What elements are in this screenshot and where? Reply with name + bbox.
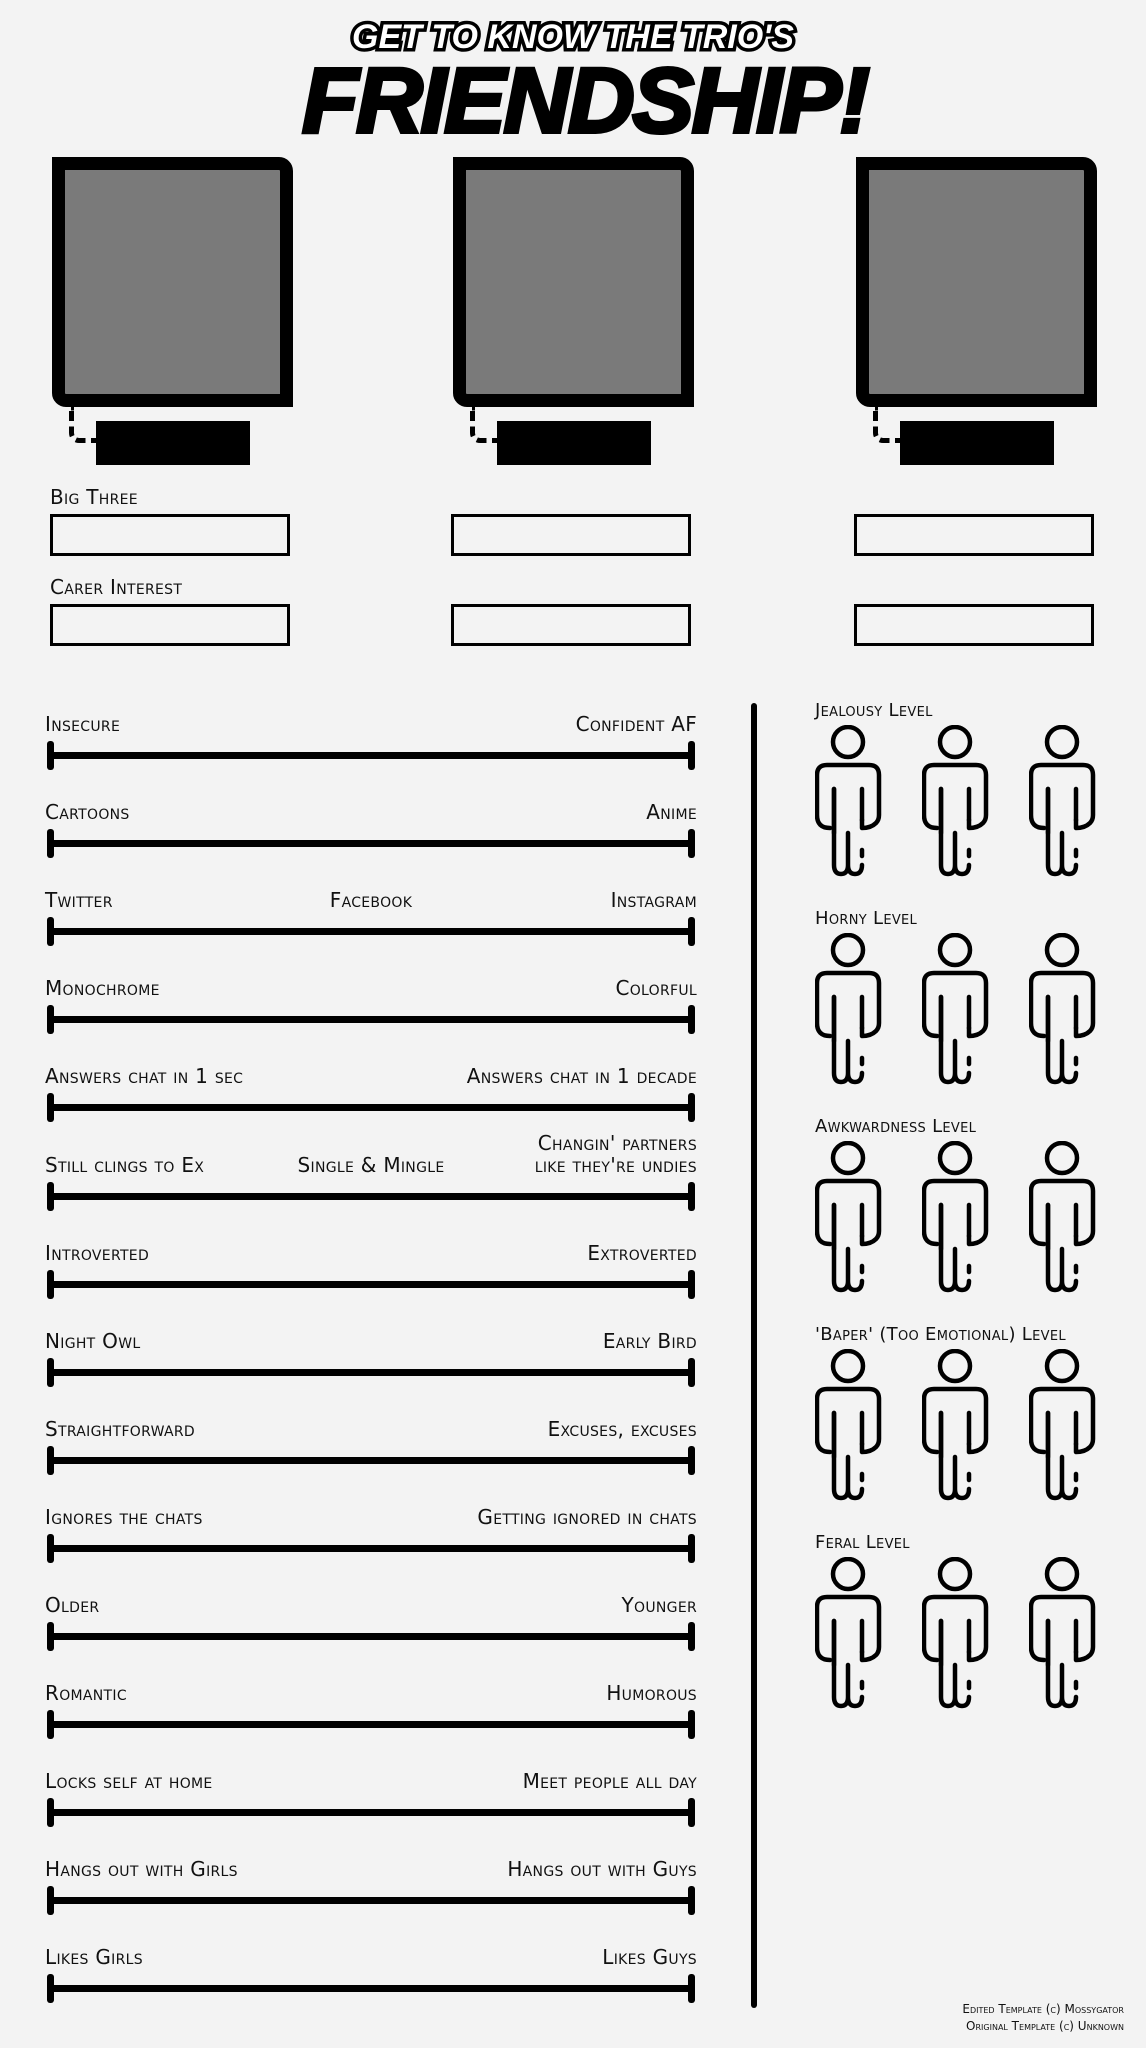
level-label: Feral Level [815, 1532, 910, 1553]
person-icon[interactable] [1029, 933, 1099, 1090]
slider-left-end [47, 1093, 54, 1122]
slider-row [45, 712, 697, 772]
slider-left-end [47, 917, 54, 946]
slider-left-label: Introverted [45, 1240, 150, 1265]
slider-right-label: Instagram [610, 888, 697, 913]
slider-track[interactable] [50, 840, 692, 847]
slider-right-end [688, 1182, 695, 1211]
slider-right-label: Changin' partners [537, 1130, 697, 1155]
slider-left-end [47, 1182, 54, 1211]
slider-right-label: Hangs out with Guys [507, 1857, 697, 1882]
slider-track[interactable] [50, 1281, 692, 1288]
slider-row [45, 1241, 697, 1301]
photo-frame[interactable] [52, 157, 293, 407]
slider-track[interactable] [50, 752, 692, 759]
photo-frame[interactable] [453, 157, 694, 407]
slider-right-end [688, 1886, 695, 1915]
level-section [815, 1532, 1115, 1732]
slider-right-label: Younger [621, 1593, 697, 1617]
career-label: Carer Interest [50, 575, 183, 599]
slider-right-end [688, 1358, 695, 1387]
slider-right-label: Humorous [606, 1681, 697, 1706]
name-label[interactable] [96, 421, 250, 465]
slider-right-end [688, 829, 695, 858]
slider-track[interactable] [50, 1985, 692, 1992]
slider-right-label-2: like they're undies [534, 1152, 697, 1177]
slider-row [45, 1945, 697, 2005]
name-label[interactable] [497, 421, 651, 465]
slider-right-label: Excuses, excuses [547, 1416, 697, 1441]
slider-left-end [47, 1886, 54, 1915]
level-section [815, 908, 1115, 1108]
big-three-field[interactable] [50, 514, 290, 556]
slider-row [45, 976, 697, 1036]
slider-left-end [47, 1534, 54, 1563]
career-field[interactable] [451, 604, 691, 646]
slider-left-end [47, 1798, 54, 1827]
slider-left-label: Locks self at home [45, 1769, 213, 1794]
slider-track[interactable] [50, 1104, 692, 1111]
person-icon[interactable] [815, 725, 885, 882]
slider-row [45, 888, 697, 948]
slider-track[interactable] [50, 1369, 692, 1376]
photo-frame[interactable] [856, 157, 1097, 407]
slider-left-label: Likes Girls [45, 1945, 143, 1970]
slider-right-label: Answers chat in 1 decade [466, 1064, 697, 1089]
slider-track[interactable] [50, 1721, 692, 1728]
slider-left-label: Straightforward [45, 1416, 195, 1441]
name-label[interactable] [900, 421, 1054, 465]
slider-middle-label: Single & Mingle [297, 1152, 445, 1177]
slider-track[interactable] [50, 1016, 692, 1023]
slider-right-end [688, 1093, 695, 1122]
slider-right-end [688, 1710, 695, 1739]
slider-track[interactable] [50, 1633, 692, 1640]
person-icon[interactable] [922, 1141, 992, 1298]
slider-track[interactable] [50, 1193, 692, 1200]
slider-row [45, 1130, 697, 1213]
slider-middle-label: Facebook [329, 888, 413, 913]
level-label: 'Baper' (Too Emotional) Level [815, 1324, 1066, 1345]
slider-row [45, 1417, 697, 1477]
level-section [815, 1116, 1115, 1316]
slider-left-end [47, 1446, 54, 1475]
slider-left-label: Insecure [45, 712, 121, 736]
person-icon[interactable] [922, 933, 992, 1090]
slider-row [45, 1593, 697, 1653]
person-icon[interactable] [815, 1349, 885, 1506]
slider-row [45, 1329, 697, 1389]
slider-row [45, 1505, 697, 1565]
career-field[interactable] [854, 604, 1094, 646]
subtitle: GET TO KNOW THE TRIO'S [352, 18, 794, 56]
person-icon[interactable] [922, 725, 992, 882]
title-banner [0, 0, 1146, 150]
slider-track[interactable] [50, 1457, 692, 1464]
level-section [815, 700, 1115, 900]
slider-left-end [47, 1622, 54, 1651]
person-icon[interactable] [1029, 1349, 1099, 1506]
person-icon[interactable] [1029, 1557, 1099, 1714]
slider-left-label: Monochrome [45, 976, 160, 1001]
slider-right-label: Anime [646, 800, 697, 825]
slider-left-end [47, 1974, 54, 2003]
slider-left-end [47, 1270, 54, 1299]
level-label: Jealousy Level [815, 700, 933, 721]
credit-original: Original Template (c) Unknown [966, 2019, 1124, 2033]
slider-right-label: Early Bird [602, 1328, 697, 1353]
slider-left-label: Twitter [45, 888, 113, 913]
credit-edited: Edited Template (c) Mossygator [962, 2002, 1124, 2016]
slider-row [45, 1857, 697, 1917]
slider-left-end [47, 829, 54, 858]
slider-right-label: Colorful [615, 976, 697, 1001]
person-icon[interactable] [1029, 1141, 1099, 1298]
career-field[interactable] [50, 604, 290, 646]
slider-right-end [688, 1270, 695, 1299]
slider-track[interactable] [50, 928, 692, 935]
main-title: FRIENDSHIP! [302, 50, 868, 150]
slider-right-end [688, 1798, 695, 1827]
level-label: Awkwardness Level [815, 1116, 977, 1137]
slider-row [45, 1769, 697, 1829]
slider-right-label: Meet people all day [522, 1769, 697, 1794]
slider-right-end [688, 917, 695, 946]
big-three-label: Big Three [50, 485, 138, 509]
person-icon[interactable] [1029, 725, 1099, 882]
slider-left-label: Ignores the chats [45, 1504, 203, 1529]
person-icon[interactable] [922, 1557, 992, 1714]
slider-left-label: Romantic [45, 1681, 127, 1706]
slider-right-end [688, 1974, 695, 2003]
slider-track[interactable] [50, 1897, 692, 1904]
slider-left-end [47, 741, 54, 770]
slider-left-label: Cartoons [45, 800, 130, 825]
slider-left-end [47, 1710, 54, 1739]
slider-right-end [688, 1622, 695, 1651]
person-icon[interactable] [815, 1557, 885, 1714]
connector [470, 405, 500, 443]
person-icon[interactable] [815, 1141, 885, 1298]
slider-track[interactable] [50, 1545, 692, 1552]
slider-left-label: Older [45, 1593, 100, 1617]
slider-left-label: Hangs out with Girls [45, 1857, 238, 1882]
slider-track[interactable] [50, 1809, 692, 1816]
slider-row [45, 1064, 697, 1124]
slider-left-label: Answers chat in 1 sec [45, 1064, 244, 1089]
slider-left-end [47, 1005, 54, 1034]
big-three-field[interactable] [451, 514, 691, 556]
slider-right-label: Confident AF [575, 712, 697, 736]
slider-right-end [688, 1005, 695, 1034]
connector [69, 405, 99, 443]
slider-left-label: Night Owl [45, 1328, 141, 1353]
slider-right-end [688, 741, 695, 770]
divider [751, 703, 757, 2008]
level-section [815, 1324, 1115, 1524]
big-three-field[interactable] [854, 514, 1094, 556]
person-icon[interactable] [815, 933, 885, 1090]
slider-left-end [47, 1358, 54, 1387]
connector [873, 405, 903, 443]
slider-right-end [688, 1446, 695, 1475]
slider-right-label: Likes Guys [602, 1945, 697, 1970]
level-label: Horny Level [815, 908, 918, 929]
slider-row [45, 1681, 697, 1741]
slider-right-end [688, 1534, 695, 1563]
slider-row [45, 800, 697, 860]
slider-right-label: Getting ignored in chats [477, 1504, 697, 1529]
slider-left-label: Still clings to Ex [45, 1152, 205, 1177]
person-icon[interactable] [922, 1349, 992, 1506]
slider-right-label: Extroverted [587, 1240, 697, 1265]
